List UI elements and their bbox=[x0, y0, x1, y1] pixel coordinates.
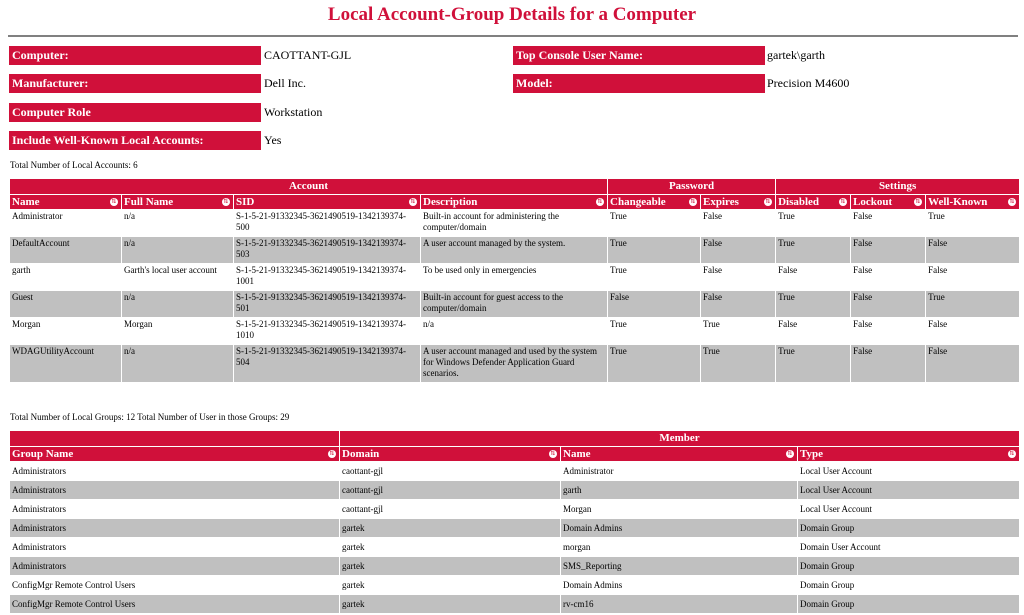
column-header-description[interactable] bbox=[421, 195, 608, 210]
table-cell: Domain User Account bbox=[798, 538, 1020, 557]
table-cell: gartek bbox=[340, 538, 561, 557]
table-cell: Administrators bbox=[10, 519, 340, 538]
sort-icon[interactable]: ⇅ bbox=[597, 199, 603, 205]
table-cell: gartek bbox=[340, 519, 561, 538]
table-cell: True bbox=[608, 318, 701, 345]
accounts-table bbox=[9, 178, 1020, 383]
column-header-label: Well-Known bbox=[928, 196, 988, 208]
table-cell: caottant-gjl bbox=[340, 481, 561, 500]
table-cell: ConfigMgr Remote Control Users bbox=[10, 595, 340, 614]
table-cell: garth bbox=[561, 481, 798, 500]
table-cell: Morgan bbox=[561, 500, 798, 519]
sort-icon[interactable]: ⇅ bbox=[111, 199, 117, 205]
table-row bbox=[10, 481, 1020, 500]
column-header-disabled[interactable] bbox=[776, 195, 851, 210]
table-cell: S-1-5-21-91332345-3621490519-1342139374-504 bbox=[234, 345, 421, 383]
column-header-label: Group Name bbox=[12, 448, 74, 460]
table-row bbox=[10, 538, 1020, 557]
table-cell: n/a bbox=[122, 237, 234, 264]
table-cell: S-1-5-21-91332345-3621490519-1342139374-1010 bbox=[234, 318, 421, 345]
sort-icon[interactable]: ⇅ bbox=[915, 199, 921, 205]
sort-icon[interactable]: ⇅ bbox=[550, 451, 556, 457]
table-cell: True bbox=[926, 291, 1020, 318]
table-row bbox=[10, 237, 1020, 264]
table-cell: False bbox=[926, 237, 1020, 264]
sort-icon[interactable]: ⇅ bbox=[840, 199, 846, 205]
sort-icon[interactable]: ⇅ bbox=[1009, 451, 1015, 457]
table-cell: Administrators bbox=[10, 538, 340, 557]
column-header-domain[interactable] bbox=[340, 447, 561, 462]
table-cell: rv-cm16 bbox=[561, 595, 798, 614]
wellknown-value: Yes bbox=[264, 133, 282, 147]
sort-icon[interactable]: ⇅ bbox=[787, 451, 793, 457]
table-cell: Administrators bbox=[10, 557, 340, 576]
table-cell: gartek bbox=[340, 595, 561, 614]
table-cell: True bbox=[608, 210, 701, 237]
column-header-name[interactable] bbox=[10, 195, 122, 210]
column-header-label: Name bbox=[563, 448, 591, 460]
table-row bbox=[10, 264, 1020, 291]
table-cell: Administrators bbox=[10, 500, 340, 519]
table-cell: Built-in account for administering the computer/domain bbox=[421, 210, 608, 237]
table-cell: True bbox=[701, 318, 776, 345]
table-cell: True bbox=[608, 264, 701, 291]
table-cell: S-1-5-21-91332345-3621490519-1342139374-1001 bbox=[234, 264, 421, 291]
account-group-header: Account bbox=[10, 179, 608, 195]
table-cell: To be used only in emergencies bbox=[421, 264, 608, 291]
groups-table bbox=[9, 430, 1020, 614]
table-row bbox=[10, 291, 1020, 318]
sort-icon[interactable]: ⇅ bbox=[329, 451, 335, 457]
column-header-label: Domain bbox=[342, 448, 380, 460]
table-cell: True bbox=[776, 237, 851, 264]
table-row bbox=[10, 519, 1020, 538]
table-cell: True bbox=[608, 345, 701, 383]
table-cell: False bbox=[701, 264, 776, 291]
column-header-sid[interactable] bbox=[234, 195, 421, 210]
page-title: Local Account-Group Details for a Computer bbox=[327, 4, 697, 25]
table-row bbox=[10, 500, 1020, 519]
column-header-type[interactable] bbox=[798, 447, 1020, 462]
table-cell: n/a bbox=[122, 210, 234, 237]
model-label: Model: bbox=[513, 74, 765, 93]
table-cell: S-1-5-21-91332345-3621490519-1342139374-501 bbox=[234, 291, 421, 318]
table-row bbox=[10, 210, 1020, 237]
table-cell: False bbox=[776, 318, 851, 345]
accounts-summary: Total Number of Local Accounts: 6 bbox=[10, 160, 138, 170]
member-group-header: Member bbox=[340, 431, 1020, 447]
table-cell: Administrator bbox=[10, 210, 122, 237]
table-cell: True bbox=[608, 237, 701, 264]
manufacturer-label: Manufacturer: bbox=[9, 74, 261, 93]
table-cell: False bbox=[851, 237, 926, 264]
top-user-label: Top Console User Name: bbox=[513, 46, 765, 65]
sort-icon[interactable]: ⇅ bbox=[690, 199, 696, 205]
table-cell: Morgan bbox=[122, 318, 234, 345]
table-cell: Garth's local user account bbox=[122, 264, 234, 291]
table-cell: Domain Admins bbox=[561, 576, 798, 595]
table-cell: False bbox=[851, 318, 926, 345]
column-header-well-known[interactable] bbox=[926, 195, 1020, 210]
table-cell: garth bbox=[10, 264, 122, 291]
table-cell: WDAGUtilityAccount bbox=[10, 345, 122, 383]
table-cell: False bbox=[851, 264, 926, 291]
table-row bbox=[10, 595, 1020, 614]
table-cell: False bbox=[926, 345, 1020, 383]
column-header-label: Description bbox=[423, 196, 478, 208]
table-cell: ConfigMgr Remote Control Users bbox=[10, 576, 340, 595]
manufacturer-value: Dell Inc. bbox=[264, 76, 306, 90]
settings-group-header: Settings bbox=[776, 179, 1020, 195]
table-cell: Morgan bbox=[10, 318, 122, 345]
sort-icon[interactable]: ⇅ bbox=[765, 199, 771, 205]
table-cell: S-1-5-21-91332345-3621490519-1342139374-503 bbox=[234, 237, 421, 264]
table-cell: Built-in account for guest access to the computer/domain bbox=[421, 291, 608, 318]
computer-label: Computer: bbox=[9, 46, 261, 65]
table-cell: Local User Account bbox=[798, 500, 1020, 519]
column-header-label: SID bbox=[236, 196, 255, 208]
table-cell: Local User Account bbox=[798, 462, 1020, 481]
table-cell: False bbox=[851, 345, 926, 383]
table-cell: n/a bbox=[122, 345, 234, 383]
table-cell: Administrators bbox=[10, 481, 340, 500]
table-cell: Domain Admins bbox=[561, 519, 798, 538]
column-header-name[interactable] bbox=[561, 447, 798, 462]
table-cell: Domain Group bbox=[798, 519, 1020, 538]
groups-summary: Total Number of Local Groups: 12 Total Number of User in those Groups: 29 bbox=[10, 412, 290, 422]
table-cell: morgan bbox=[561, 538, 798, 557]
model-value: Precision M4600 bbox=[767, 76, 850, 90]
sort-icon[interactable]: ⇅ bbox=[223, 199, 229, 205]
table-cell: Administrator bbox=[561, 462, 798, 481]
table-row bbox=[10, 318, 1020, 345]
table-cell: True bbox=[776, 345, 851, 383]
table-cell: Domain Group bbox=[798, 557, 1020, 576]
table-cell: True bbox=[701, 345, 776, 383]
column-header-label: Changeable bbox=[610, 196, 666, 208]
column-header-label: Name bbox=[12, 196, 40, 208]
table-cell: gartek bbox=[340, 576, 561, 595]
table-cell: Local User Account bbox=[798, 481, 1020, 500]
column-header-changeable[interactable] bbox=[608, 195, 701, 210]
column-header-label: Expires bbox=[703, 196, 739, 208]
top-user-value: gartek\garth bbox=[767, 48, 825, 62]
table-cell: Domain Group bbox=[798, 595, 1020, 614]
table-cell: False bbox=[776, 264, 851, 291]
table-cell: Administrators bbox=[10, 462, 340, 481]
sort-icon[interactable]: ⇅ bbox=[410, 199, 416, 205]
table-cell: n/a bbox=[122, 291, 234, 318]
table-cell: S-1-5-21-91332345-3621490519-1342139374-500 bbox=[234, 210, 421, 237]
table-cell: False bbox=[701, 210, 776, 237]
column-header-label: Lockout bbox=[853, 196, 893, 208]
wellknown-label: Include Well-Known Local Accounts: bbox=[9, 131, 261, 150]
table-cell: False bbox=[851, 291, 926, 318]
column-header-label: Disabled bbox=[778, 196, 820, 208]
table-cell: False bbox=[701, 291, 776, 318]
table-cell: False bbox=[701, 237, 776, 264]
table-cell: Domain Group bbox=[798, 576, 1020, 595]
table-cell: gartek bbox=[340, 557, 561, 576]
role-value: Workstation bbox=[264, 105, 323, 119]
table-row bbox=[10, 345, 1020, 383]
table-cell: False bbox=[851, 210, 926, 237]
table-cell: Guest bbox=[10, 291, 122, 318]
computer-value: CAOTTANT-GJL bbox=[264, 48, 352, 62]
table-cell: True bbox=[776, 210, 851, 237]
role-label: Computer Role bbox=[9, 103, 261, 122]
table-cell: False bbox=[926, 318, 1020, 345]
password-group-header: Password bbox=[608, 179, 776, 195]
sort-icon[interactable]: ⇅ bbox=[1009, 199, 1015, 205]
table-row bbox=[10, 576, 1020, 595]
table-cell: True bbox=[776, 291, 851, 318]
table-cell: caottant-gjl bbox=[340, 462, 561, 481]
table-cell: False bbox=[926, 264, 1020, 291]
column-header-full-name[interactable] bbox=[122, 195, 234, 210]
column-header-expires[interactable] bbox=[701, 195, 776, 210]
table-cell: caottant-gjl bbox=[340, 500, 561, 519]
table-row bbox=[10, 462, 1020, 481]
column-header-lockout[interactable] bbox=[851, 195, 926, 210]
column-header-label: Type bbox=[800, 448, 824, 460]
table-cell: n/a bbox=[421, 318, 608, 345]
table-cell: A user account managed and used by the system for Windows Defender Application Guard scenarios. bbox=[421, 345, 608, 383]
column-header-group-name[interactable] bbox=[10, 447, 340, 462]
table-cell: True bbox=[926, 210, 1020, 237]
table-cell: DefaultAccount bbox=[10, 237, 122, 264]
group-header-spacer bbox=[10, 431, 340, 447]
table-cell: False bbox=[608, 291, 701, 318]
table-cell: SMS_Reporting bbox=[561, 557, 798, 576]
table-row bbox=[10, 557, 1020, 576]
title-divider bbox=[8, 35, 1018, 37]
column-header-label: Full Name bbox=[124, 196, 174, 208]
table-cell: A user account managed by the system. bbox=[421, 237, 608, 264]
